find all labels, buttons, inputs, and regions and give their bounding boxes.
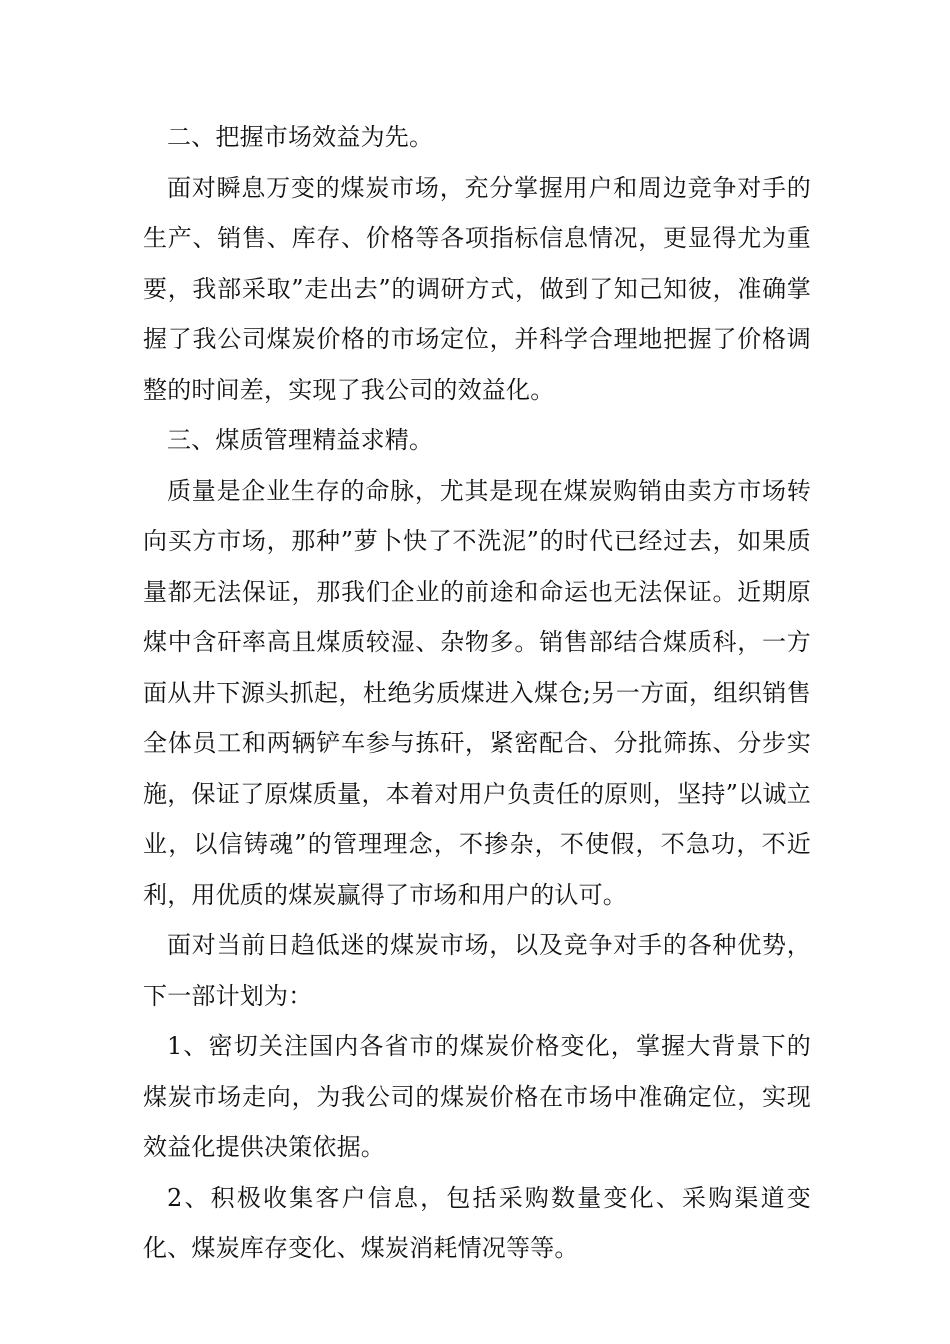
section-heading-coal-quality: 三、煤质管理精益求精。 xyxy=(167,426,434,454)
document-body xyxy=(143,112,811,1274)
plan-item-1: 1、密切关注国内各省市的煤炭价格变化，掌握大背景下的煤炭市场走向，为我公司的煤炭价格在市场中准确定位，实现效益化提供决策依据。 xyxy=(143,1032,811,1161)
plan-item-2: 2、积极收集客户信息，包括采购数量变化、采购渠道变化、煤炭库存变化、煤炭消耗情况等等。 xyxy=(143,1183,811,1262)
body-paragraph: 质量是企业生存的命脉，尤其是现在煤炭购销由卖方市场转向买方市场，那种”萝卜快了不洗泥”的时代已经过去，如果质量都无法保证，那我们企业的前途和命运也无法保证。近期原煤中含矸率高且煤质较湿、杂物多。销售部结合煤质科，一方面从井下源头抓起，杜绝劣质煤进入煤仓;另一方面，组织销售全体员工和两辆铲车参与拣矸，紧密配合、分批筛拣、分步实施，保证了原煤质量，本着对用户负责任的原则，坚持”以诚立业，以信铸魂”的管理理念，不掺杂，不使假，不急功，不近利，用优质的煤炭赢得了市场和用户的认可。 xyxy=(143,476,811,909)
body-paragraph: 面对当前日趋低迷的煤炭市场，以及竞争对手的各种优势，下一部计划为： xyxy=(143,931,811,1010)
section-heading-market-benefit: 二、把握市场效益为先。 xyxy=(167,123,434,151)
body-paragraph: 面对瞬息万变的煤炭市场，充分掌握用户和周边竞争对手的生产、销售、库存、价格等各项指标信息情况，更显得尤为重要，我部采取”走出去”的调研方式，做到了知己知彼，准确掌握了我公司煤炭价格的市场定位，并科学合理地把握了价格调整的时间差，实现了我公司的效益化。 xyxy=(143,173,811,404)
